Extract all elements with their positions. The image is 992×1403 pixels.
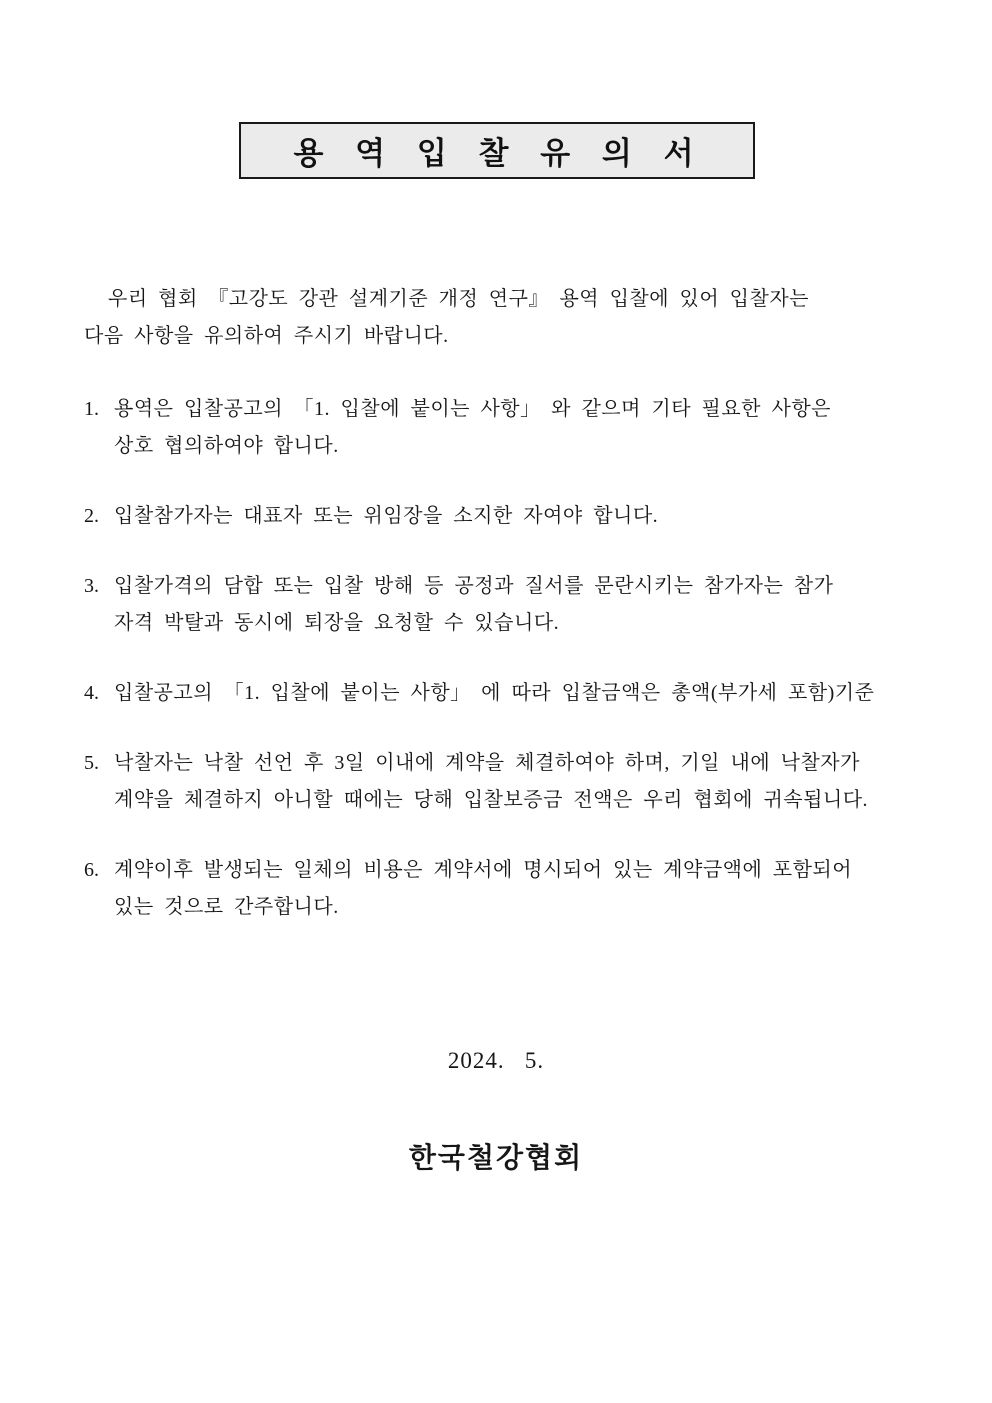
item-number: 5. [84, 752, 99, 774]
list-item [84, 852, 956, 926]
item-line: 입찰참가자는 대표자 또는 위임장을 소지한 자여야 합니다. [114, 505, 659, 527]
item-line: 입찰공고의 「1. 입찰에 붙이는 사항」 에 따라 입찰금액은 총액(부가세 포함)기준 [114, 682, 875, 704]
intro-paragraph [84, 281, 956, 355]
item-line: 있는 것으로 간주합니다. [114, 896, 339, 918]
document-title-box [239, 122, 755, 179]
item-line: 용역은 입찰공고의 「1. 입찰에 붙이는 사항」 와 같으며 기타 필요한 사항은 [114, 398, 831, 420]
item-number: 6. [84, 859, 99, 881]
item-number: 2. [84, 505, 99, 527]
item-text [114, 568, 956, 642]
document-date: 2024. 5. [447, 1048, 545, 1073]
list-item [84, 391, 956, 465]
item-line: 낙찰자는 낙찰 선언 후 3일 이내에 계약을 체결하여야 하며, 기일 내에 낙찰자가 [114, 752, 860, 774]
list-item [84, 675, 956, 712]
notice-item-list [84, 391, 956, 926]
organization-name: 한국철강협회 [408, 1143, 584, 1174]
item-line: 자격 박탈과 동시에 퇴장을 요청할 수 있습니다. [114, 612, 560, 634]
item-line: 계약이후 발생되는 일체의 비용은 계약서에 명시되어 있는 계약금액에 포함되어 [114, 859, 853, 881]
document-body [84, 281, 956, 959]
item-number: 4. [84, 682, 99, 704]
list-item [84, 745, 956, 819]
list-item [84, 498, 956, 535]
list-item [84, 568, 956, 642]
item-text [114, 675, 956, 712]
item-number: 3. [84, 575, 99, 597]
intro-line: 다음 사항을 유의하여 주시기 바랍니다. [84, 325, 449, 347]
item-number: 1. [84, 398, 99, 420]
item-text [114, 391, 956, 465]
intro-line: 우리 협회 『고강도 강관 설계기준 개정 연구』 용역 입찰에 있어 입찰자는 [108, 288, 809, 310]
item-line: 상호 협의하여야 합니다. [114, 435, 339, 457]
item-text [114, 498, 956, 535]
item-line: 계약을 체결하지 아니할 때에는 당해 입찰보증금 전액은 우리 협회에 귀속됩니다. [114, 789, 869, 811]
page-title: 용 역 입 찰 유 의 서 [293, 136, 701, 171]
item-line: 입찰가격의 담합 또는 입찰 방해 등 공정과 질서를 문란시키는 참가자는 참가 [114, 575, 834, 597]
item-text [114, 745, 956, 819]
item-text [114, 852, 956, 926]
